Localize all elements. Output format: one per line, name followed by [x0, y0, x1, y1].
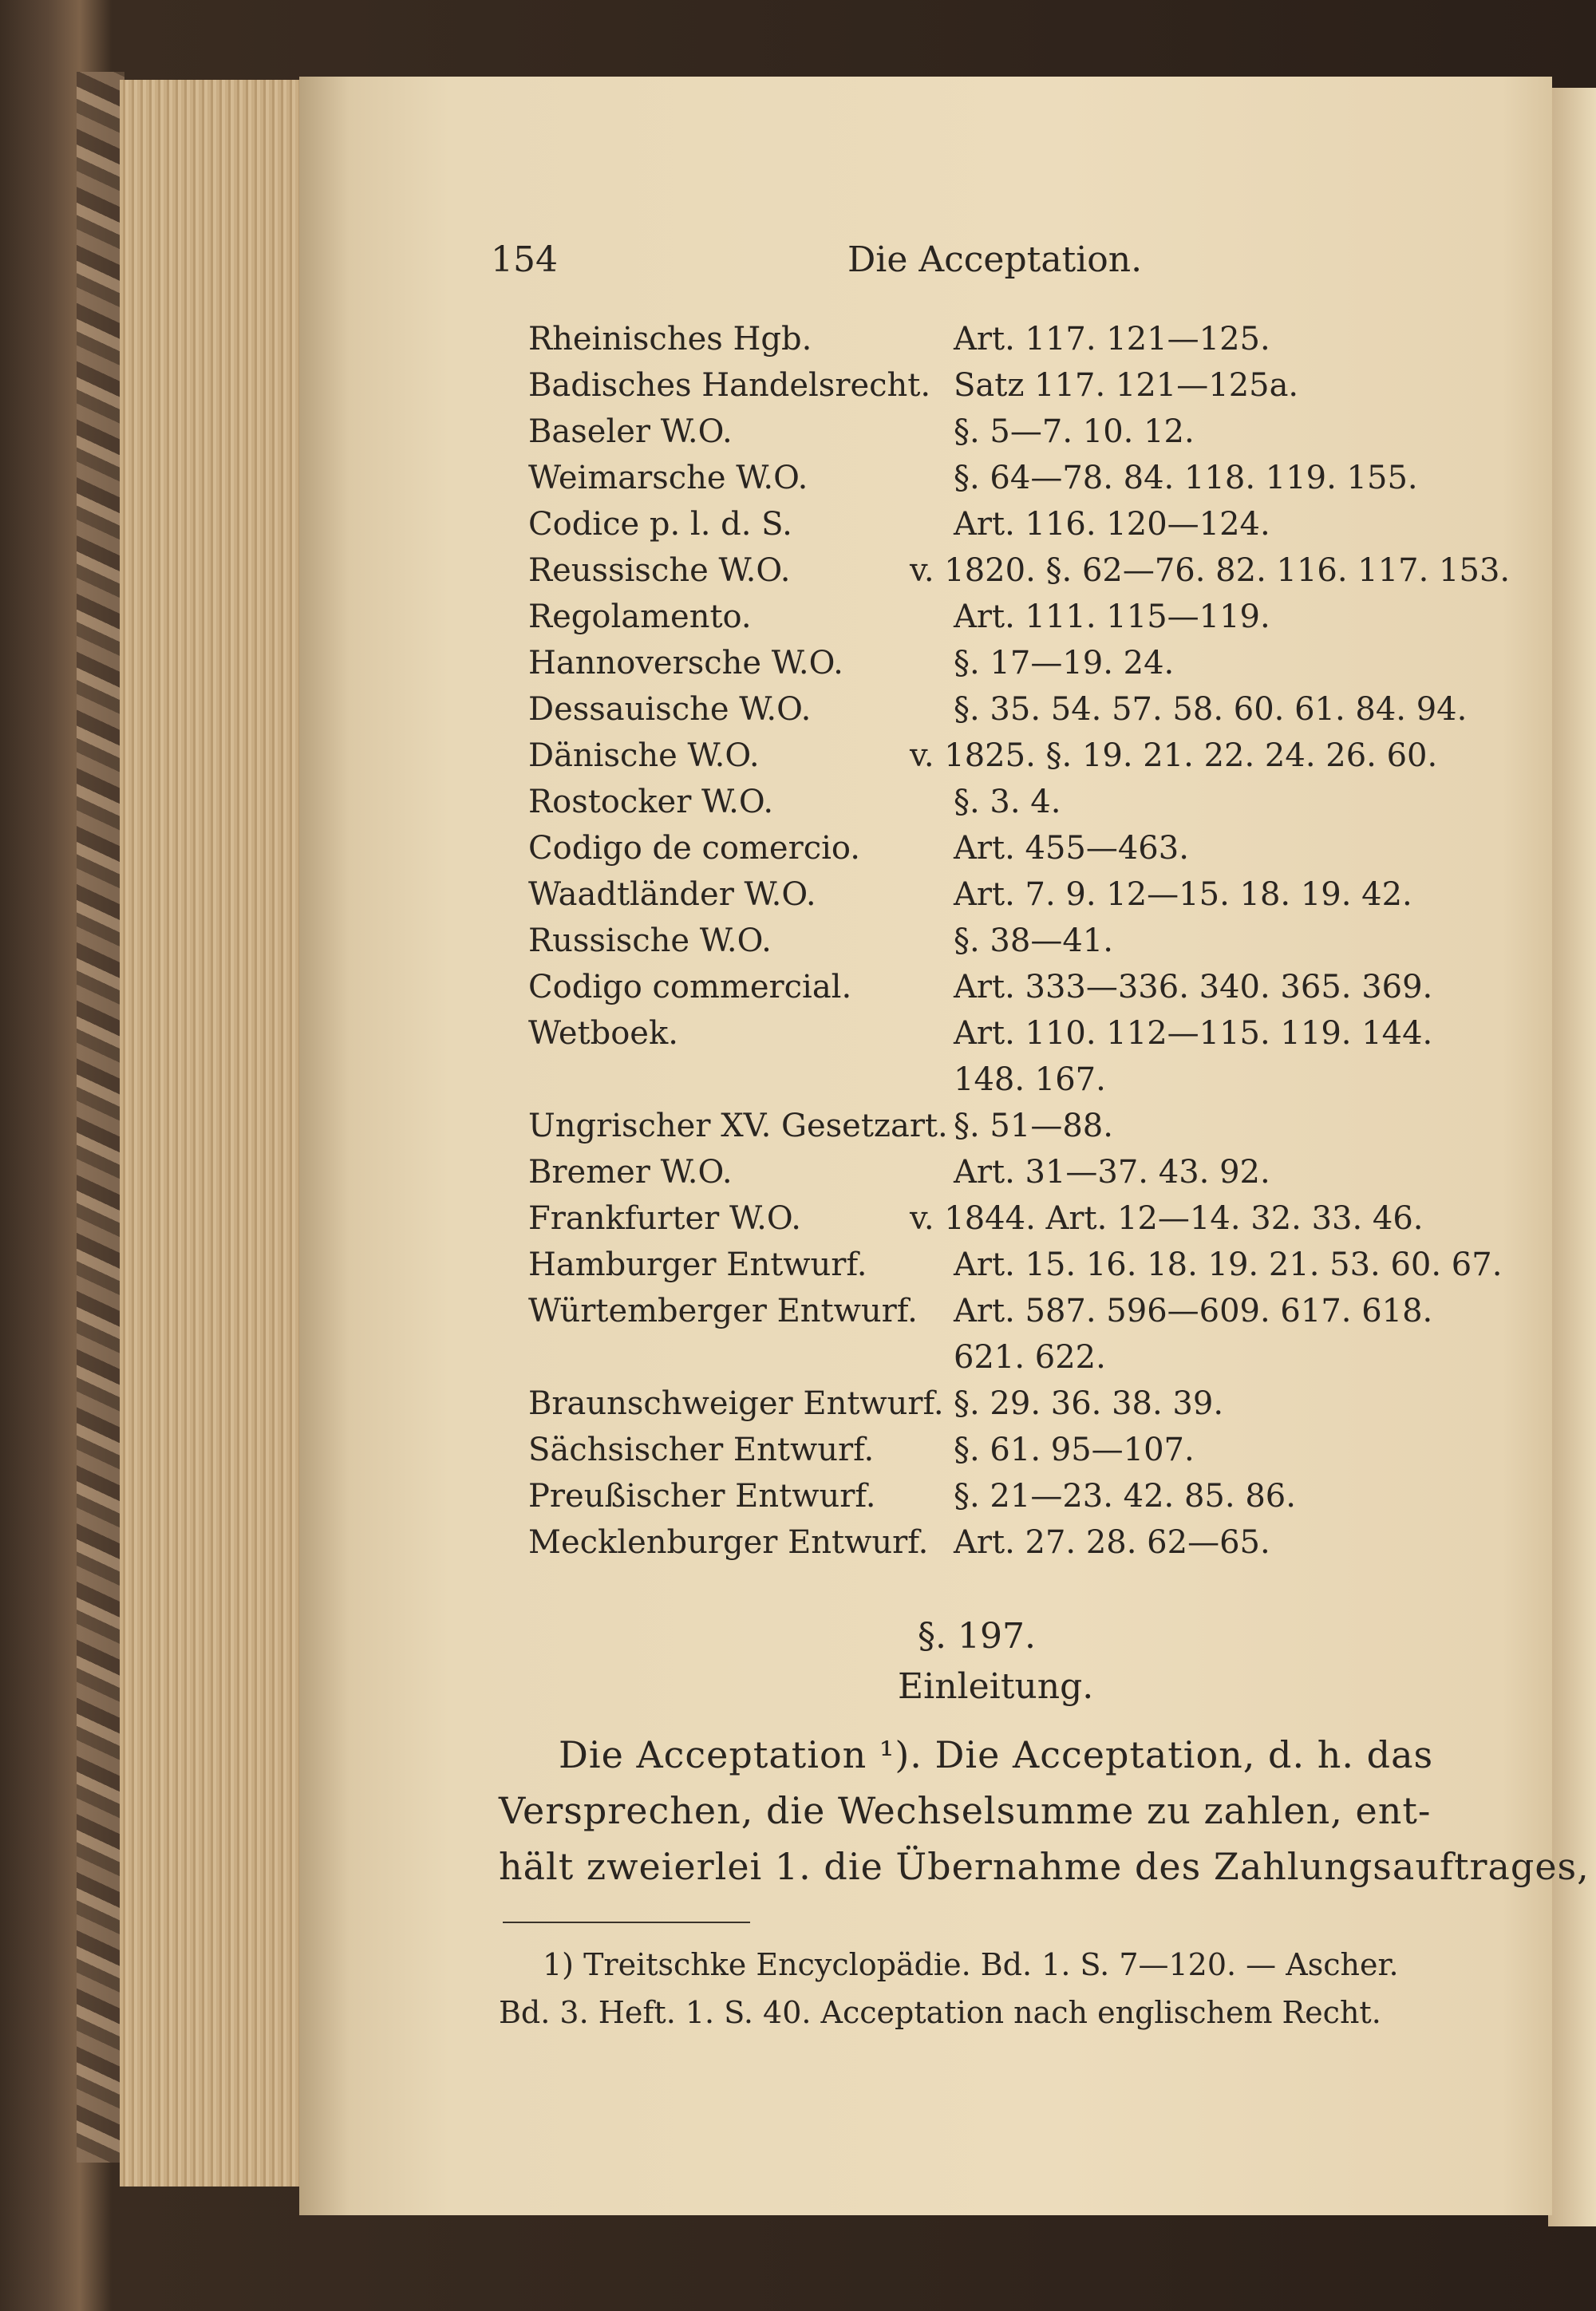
section-number: §. 197.	[918, 1616, 1036, 1657]
entry-ref: v. 1844. Art. 12—14. 32. 33. 46.	[910, 1200, 1424, 1237]
entry-ref: Satz 117. 121—125a.	[954, 367, 1299, 404]
entry-ref: §. 21—23. 42. 85. 86.	[954, 1478, 1296, 1515]
entry-ref: §. 61. 95—107.	[954, 1432, 1195, 1468]
entry-name: Regolamento.	[528, 598, 752, 635]
footnote-line: Bd. 3. Heft. 1. S. 40. Acceptation nach englischem Recht.	[499, 1995, 1381, 2030]
entry-ref: Art. 31—37. 43. 92.	[954, 1154, 1270, 1191]
entry-ref: §. 5—7. 10. 12.	[954, 413, 1195, 450]
entry-ref: Art. 111. 115—119.	[954, 598, 1270, 635]
entry-name: Rheinisches Hgb.	[528, 321, 812, 358]
entry-name: Braunschweiger Entwurf.	[528, 1385, 944, 1422]
entry-name: Dänische W.O.	[528, 737, 760, 774]
entry-ref: §. 3. 4.	[954, 784, 1061, 820]
entry-name: Baseler W.O.	[528, 413, 733, 450]
entry-ref: Art. 27. 28. 62—65.	[954, 1524, 1270, 1561]
entry-ref: v. 1825. §. 19. 21. 22. 24. 26. 60.	[910, 737, 1438, 774]
entry-name: Wetboek.	[528, 1015, 678, 1052]
entry-ref: 148. 167.	[954, 1061, 1106, 1098]
entry-name: Bremer W.O.	[528, 1154, 733, 1191]
entry-ref: Art. 117. 121—125.	[954, 321, 1270, 358]
entry-name: Weimarsche W.O.	[528, 460, 808, 496]
entry-ref: §. 29. 36. 38. 39.	[954, 1385, 1224, 1422]
section-subtitle: Einleitung.	[898, 1666, 1094, 1707]
entry-ref: Art. 333—336. 340. 365. 369.	[954, 969, 1433, 1005]
entry-name: Preußischer Entwurf.	[528, 1478, 876, 1515]
entry-ref: Art. 116. 120—124.	[954, 506, 1270, 543]
entry-name: Codice p. l. d. S.	[528, 506, 792, 543]
body-line: Versprechen, die Wechselsumme zu zahlen, ent-	[499, 1789, 1432, 1832]
entry-ref: Art. 15. 16. 18. 19. 21. 53. 60. 67.	[954, 1246, 1503, 1283]
body-line: Die Acceptation ¹). Die Acceptation, d. h. das	[559, 1733, 1434, 1776]
entry-ref: §. 35. 54. 57. 58. 60. 61. 84. 94.	[954, 691, 1468, 728]
entry-name: Russische W.O.	[528, 922, 772, 959]
entry-name: Dessauische W.O.	[528, 691, 812, 728]
entry-ref: §. 64—78. 84. 118. 119. 155.	[954, 460, 1418, 496]
page-edges	[120, 80, 303, 2187]
entry-ref: v. 1820. §. 62—76. 82. 116. 117. 153.	[910, 552, 1511, 589]
entry-ref: Art. 587. 596—609. 617. 618.	[954, 1293, 1433, 1329]
footnote-rule	[503, 1922, 750, 1923]
entry-name: Ungrischer XV. Gesetzart.	[528, 1108, 948, 1144]
entry-name: Mecklenburger Entwurf.	[528, 1524, 929, 1561]
entry-name: Frankfurter W.O.	[528, 1200, 801, 1237]
entry-ref: Art. 7. 9. 12—15. 18. 19. 42.	[954, 876, 1412, 913]
entry-ref: §. 51—88.	[954, 1108, 1113, 1144]
entry-name: Hannoversche W.O.	[528, 645, 843, 681]
entry-name: Würtemberger Entwurf.	[528, 1293, 918, 1329]
entry-ref: 621. 622.	[954, 1339, 1106, 1376]
entry-ref: Art. 455—463.	[954, 830, 1189, 867]
entry-name: Codigo de comercio.	[528, 830, 860, 867]
entry-name: Waadtländer W.O.	[528, 876, 816, 913]
entry-name: Reussische W.O.	[528, 552, 791, 589]
entry-name: Codigo commercial.	[528, 969, 852, 1005]
entry-ref: Art. 110. 112—115. 119. 144.	[954, 1015, 1433, 1052]
running-head: Die Acceptation.	[847, 239, 1143, 280]
entry-ref: §. 17—19. 24.	[954, 645, 1175, 681]
entry-name: Rostocker W.O.	[528, 784, 774, 820]
entry-name: Sächsischer Entwurf.	[528, 1432, 875, 1468]
footnote-line: 1) Treitschke Encyclopädie. Bd. 1. S. 7—120. — Ascher.	[543, 1947, 1399, 1982]
entry-ref: §. 38—41.	[954, 922, 1113, 959]
page-number: 154	[491, 239, 558, 280]
marbled-board	[77, 72, 124, 2163]
body-line: hält zweierlei 1. die Übernahme des Zahlungsauftrages,	[499, 1845, 1590, 1888]
entry-name: Badisches Handelsrecht.	[528, 367, 931, 404]
facing-page-edge	[1548, 88, 1596, 2226]
entry-name: Hamburger Entwurf.	[528, 1246, 867, 1283]
